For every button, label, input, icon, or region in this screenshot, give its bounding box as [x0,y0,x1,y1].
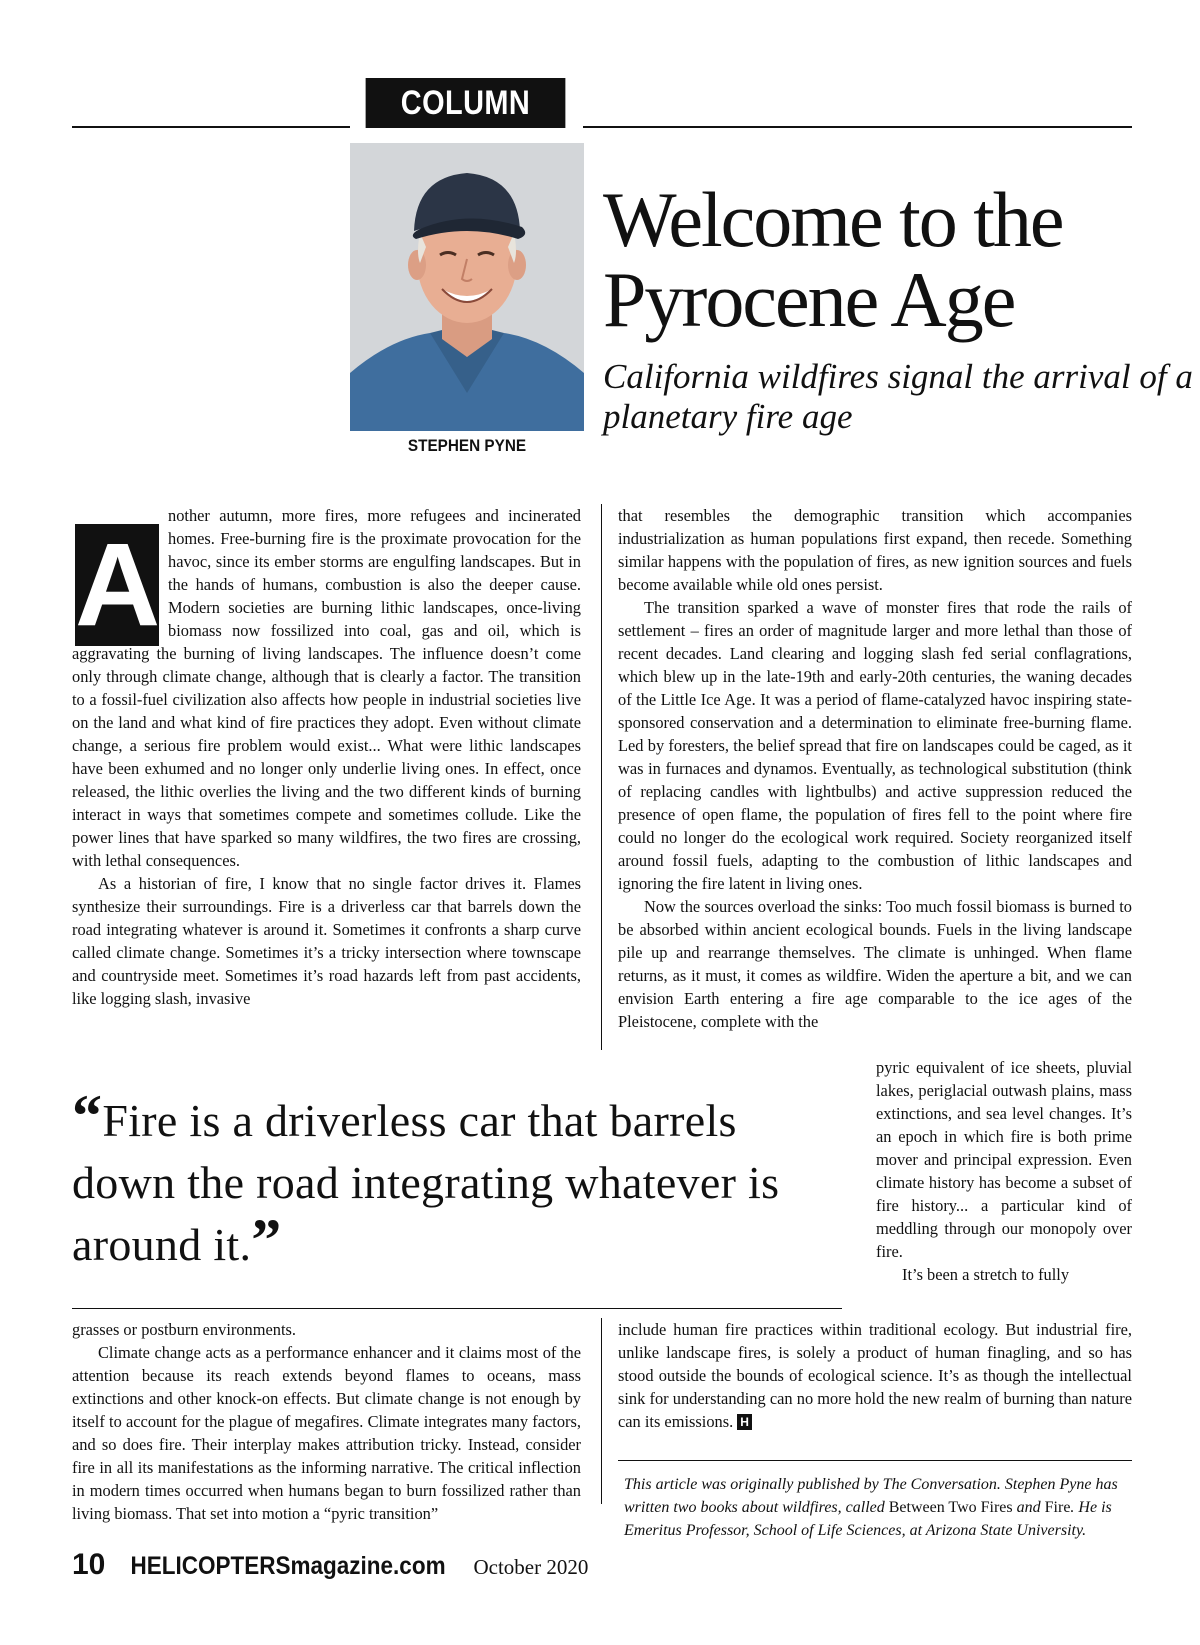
paragraph [618,1318,1132,1433]
col2-top [618,504,1132,1056]
paragraph: nother autumn, more fires, more refugees and incinerated homes. Free-burning fire is the proximate provocation for the havoc, since its ember storms are engulfing landscapes. But in the hands of humans, combustion is also the deeper cause. Modern societies are burning lithic landscapes, once-living biomass now fossilized into coal, gas and oil, which is aggravating the burning of living landscapes. The influence doesn’t come only through climate change, although that is clearly a factor. The transition to a fossil-fuel civilization also affects how people in industrial societies live on the land and what kind of fire practices they adopt. Even without climate change, a serious fire problem would exist... What were lithic landscapes have been exhumed and no longer only underlie living ones. In effect, once released, the lithic overlies the living and the two different kinds of burning interact in ways that sometimes compete and sometimes collude. Like the power lines that have sparked so many wildfires, the two fires are crossing, with lethal consequences. [72,506,581,870]
col1-bottom [72,1318,581,1528]
paragraph-text: include human fire practices within traditional ecology. But industrial fire, unlike landscape fires, is solely a product of human finagling, and so has stood outside the bounds of ecological science. It’s as though the intellectual sink for understanding can no more hold the new realm of burning than nature can its emissions. [618,1320,1132,1431]
author-byline: STEPHEN PYNE [407,436,527,455]
credit-text: This article was originally published by The Conversation. Stephen Pyne has written two books about wildfires, called [624,1476,1118,1516]
end-mark-icon: H [737,1414,752,1430]
credit-rule [618,1460,1132,1461]
credit-text: . He is Emeritus Professor, School of Life Sciences, at Arizona State University. [624,1499,1112,1539]
top-rule-right [583,126,1132,128]
col1-top [72,504,581,1034]
deck: California wildfires signal the arrival of a planetary fire age [603,357,1193,436]
author-portrait [350,143,584,431]
section-label: COLUMN [366,78,566,128]
page-footer [72,1548,588,1582]
paragraph: pyric equivalent of ice sheets, pluvial lakes, periglacial outwash plains, mass extinctions, and sea level changes. It’s an epoch in which fire is both prime mover and principal expression. Even climate history has become a subset of fire history... a particular kind of meddling through our monopoly over fire. [876,1058,1132,1261]
site-name: HELICOPTERSmagazine.com [130,1552,446,1580]
pull-quote [72,1083,842,1276]
paragraph: It’s been a stretch to fully [902,1265,1070,1284]
paragraph: The transition sparked a wave of monster fires that rode the rails of settlement – fires an order of magnitude larger and more lethal than those of recent decades. Land clearing and logging slash fed serial conflagrations, which blew up in the late-19th and early-20th centuries, the waning decades of the Little Ice Age. It was a period of flame-catalyzed havoc inspiring state-sponsored conservation and a determination to eliminate free-burning flame. Led by foresters, the belief spread that fire on landscapes could be caged, as it was in furnaces and dynamos. Eventually, as technological substitution (think of replacing candles with lightbulbs) and active suppression reduced the presence of open flame, the population of fires fell to the point where fire could no longer do the ecological work required. Society reorganized itself around fossil fuels, adapting to the combustion of lithic landscapes and ignoring the fire latent in living ones. [618,598,1132,893]
book-title: Between Two Fires [888,1499,1013,1516]
author-photo [350,143,584,431]
close-quote-icon: ” [251,1207,282,1273]
page-number: 10 [72,1548,106,1581]
top-rule-left [72,126,350,128]
credit-text: and [1012,1499,1045,1516]
drop-cap: A [75,519,161,651]
article-credit [624,1473,1132,1542]
paragraph: Climate change acts as a performance enhancer and it claims most of the attention because its reach extends beyond flames to oceans, mass extinctions and other knock-on effects. But climate change is not enough by itself to account for the plague of megafires. Climate integrates many factors, and so does fire. Their interplay makes attribution tricky. Instead, consider fire in all its manifestations as the informing narrative. The critical inflection in modern times occurred when humans began to burn fossilized rather than living biomass. That set into motion a “pyric transition” [72,1343,581,1523]
column-divider-top [601,504,602,1050]
column-divider-bottom [601,1318,602,1504]
pull-quote-rule [72,1308,842,1309]
col2-bottom [618,1318,1132,1458]
headline: Welcome to the Pyrocene Age [603,176,1063,343]
paragraph: that resembles the demographic transition which accompanies industrialization as human populations first expand, then recede. Something similar happens with the population of fires, as new ignition sources and fuels become available while old ones persist. [618,506,1132,594]
issue-date: October 2020 [473,1555,589,1579]
paragraph: As a historian of fire, I know that no single factor drives it. Flames synthesize their surroundings. Fire is a driverless car that barrels down the road integrating whatever is around it. Sometimes it confronts a sharp curve called climate change. Sometimes it’s a tricky intersection where townscape and countryside meet. Sometimes it’s road hazards left from past accidents, like logging slash, invasive [72,874,581,1008]
col2-narrow [876,1056,1132,1318]
pull-quote-text: Fire is a driverless car that barrels down the road integrating whatever is around it. [72,1095,780,1270]
paragraph: grasses or postburn environments. [72,1320,296,1339]
paragraph: Now the sources overload the sinks: Too much fossil biomass is burned to be absorbed within ancient ecological bounds. Fuels in the living landscape pile up and rearrange themselves. The climate is unhinged. When flame returns, as it must, it comes as wildfire. Widen the aperture a bit, and we can envision Earth entering a fire age comparable to the ice ages of the Pleistocene, complete with the [618,897,1132,1031]
book-title: Fire [1044,1499,1071,1516]
open-quote-icon: “ [72,1083,103,1149]
dropcap-space [72,504,168,642]
